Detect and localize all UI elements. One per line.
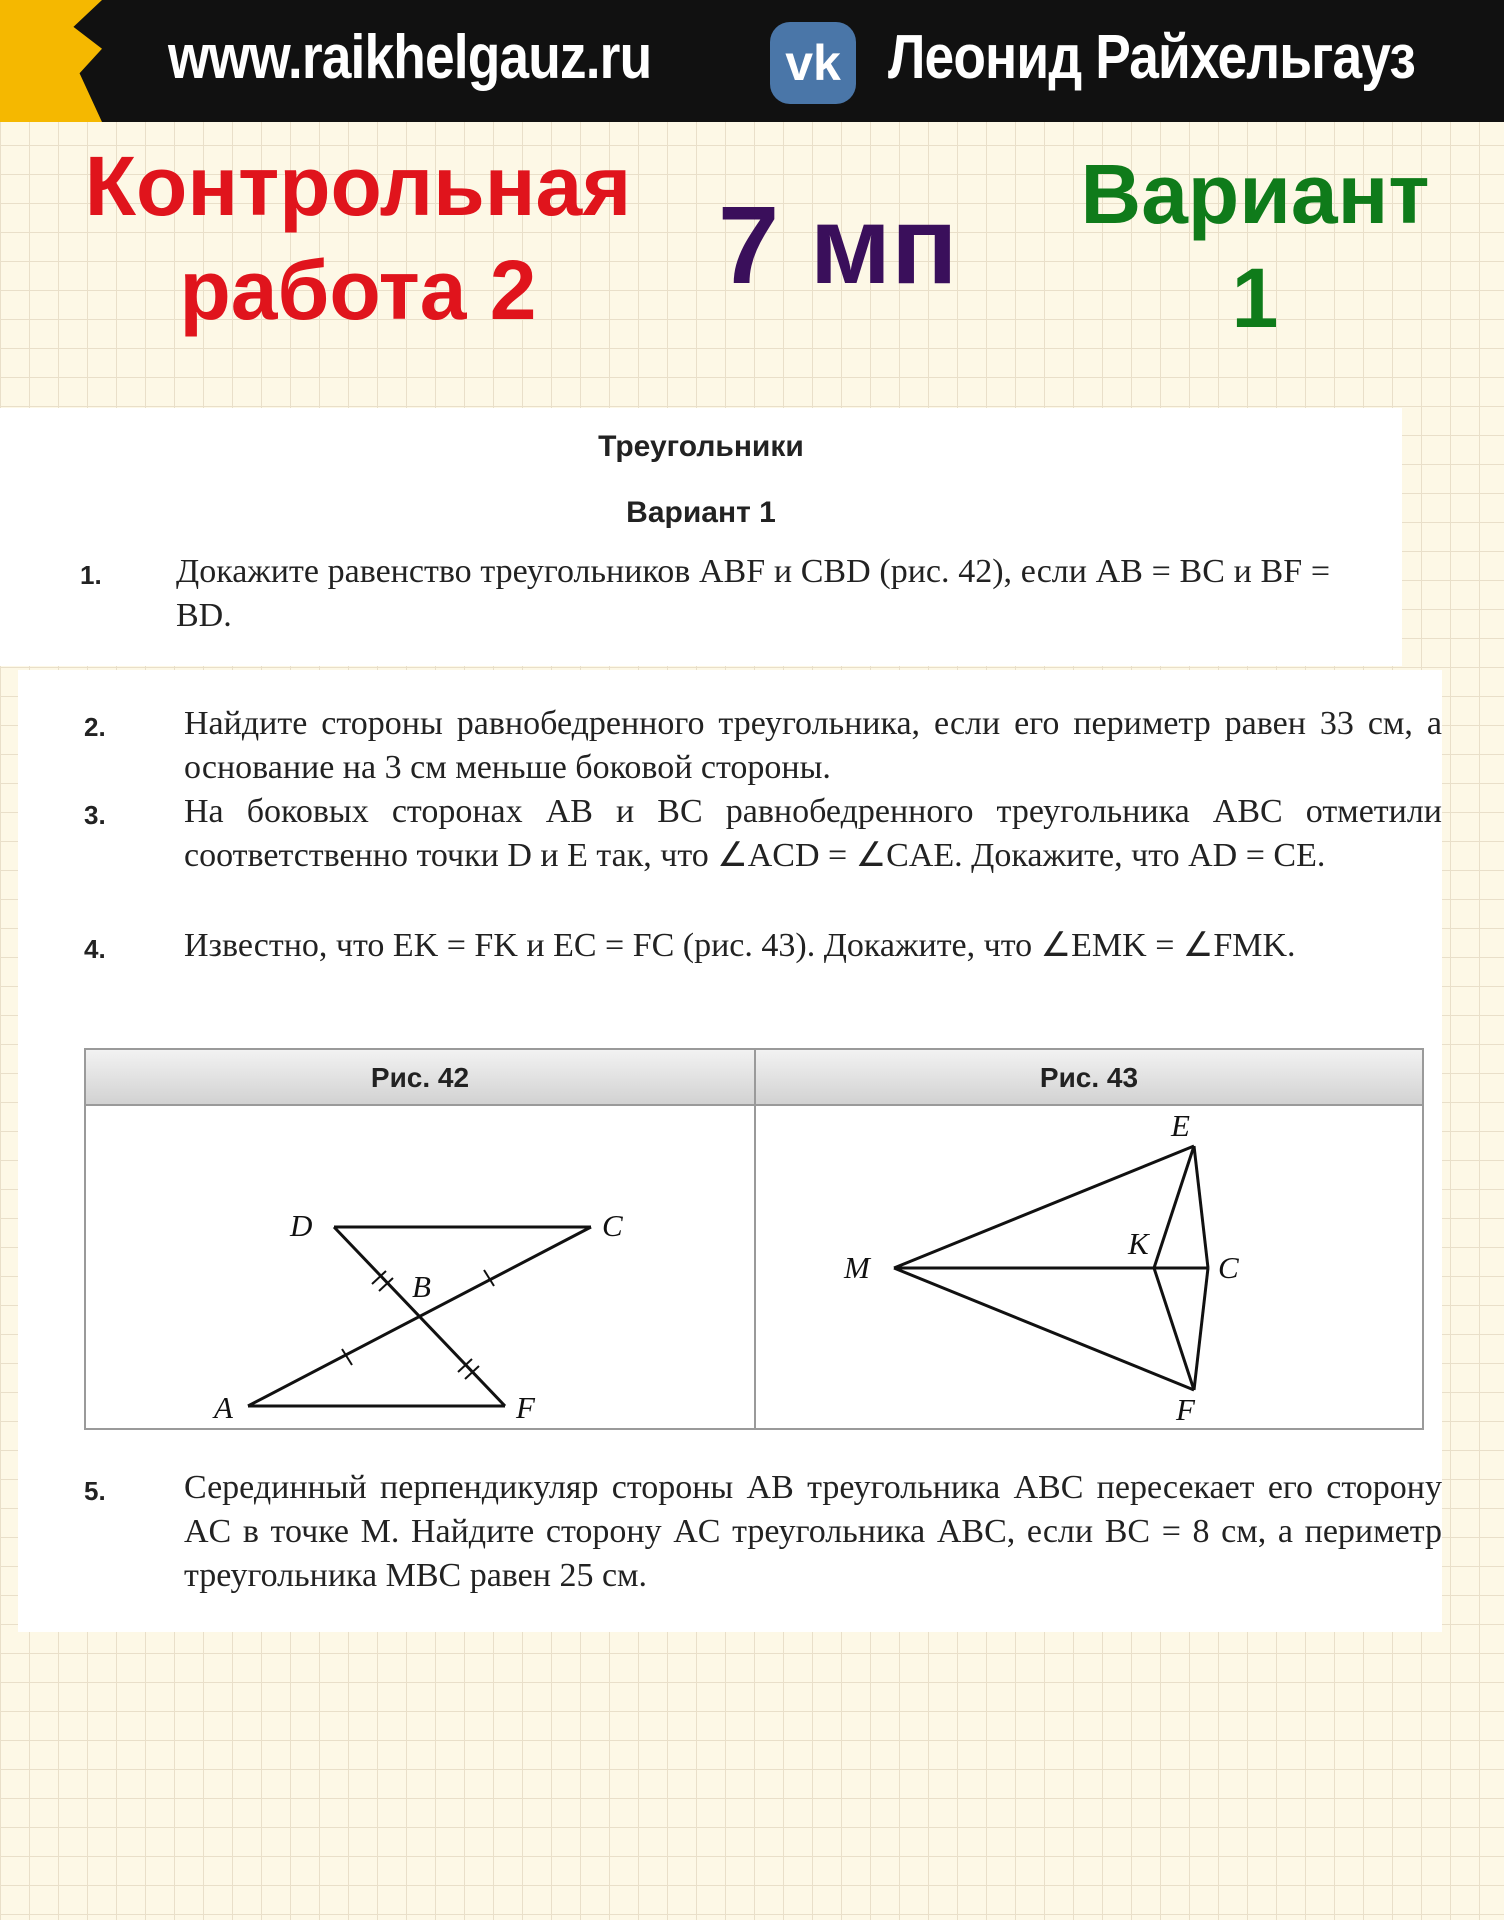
point-label-c: C bbox=[1218, 1250, 1239, 1285]
point-label-m: M bbox=[844, 1250, 870, 1285]
problem-number: 5. bbox=[84, 1476, 106, 1506]
problem-text: Известно, что EK = FK и EC = FC (рис. 43). Докажите, что ∠EMK = ∠FMK. bbox=[184, 927, 1296, 964]
segment-me bbox=[894, 1146, 1194, 1268]
problem-number: 4. bbox=[84, 934, 106, 964]
problem-number: 2. bbox=[84, 712, 106, 742]
topic-heading: Треугольники bbox=[598, 430, 804, 463]
point-label-f: F bbox=[516, 1390, 535, 1425]
grade-label: 7 мп bbox=[718, 184, 958, 307]
variant-heading: Вариант 1 bbox=[626, 496, 776, 529]
fig43-diagram bbox=[756, 1106, 1422, 1428]
figures-table bbox=[84, 1048, 1424, 1430]
problem-text: Найдите стороны равнобедренного треугольника, если его периметр равен 33 см, а основание на 3 см меньше боковой стороны. bbox=[184, 705, 1442, 786]
point-label-e: E bbox=[1171, 1108, 1190, 1143]
variant-title bbox=[1050, 142, 1460, 350]
vk-logo-icon[interactable]: vk bbox=[770, 22, 856, 104]
segment-ac bbox=[248, 1227, 591, 1406]
worksheet-header-card bbox=[0, 408, 1402, 666]
variant-title-line2: 1 bbox=[1231, 251, 1279, 345]
point-label-d: D bbox=[290, 1208, 313, 1243]
problem-text: Серединный перпендикуляр стороны AB треугольника ABC пересекает его сторону AC в точке M. Найдите сторону AC треугольника ABC, если BC = 8 см, а периметр треугольника MBC равен 25 см. bbox=[184, 1469, 1442, 1594]
segment-fk bbox=[1154, 1268, 1194, 1390]
point-label-a: A bbox=[214, 1390, 233, 1425]
point-label-f: F bbox=[1176, 1392, 1195, 1427]
fig43-caption: Рис. 43 bbox=[756, 1050, 1422, 1106]
test-title-line2: работа 2 bbox=[179, 243, 537, 337]
problem-text: Докажите равенство треугольников ABF и CBD (рис. 42), если AB = BC и BF = BD. bbox=[176, 553, 1330, 634]
segment-fc bbox=[1194, 1268, 1208, 1390]
test-title bbox=[38, 134, 678, 342]
banner-tab-decoration bbox=[0, 0, 102, 122]
problem-text: На боковых сторонах AB и BC равнобедренного треугольника ABC отметили соответственно точки D и E так, что ∠ACD = ∠CAE. Докажите, что AD = CE. bbox=[184, 793, 1442, 874]
point-label-b: B bbox=[412, 1269, 431, 1304]
author-name: Леонид Райхельгауз bbox=[888, 23, 1416, 92]
top-banner bbox=[0, 0, 1504, 122]
fig42-caption: Рис. 42 bbox=[86, 1050, 756, 1106]
website-url[interactable]: www.raikhelgauz.ru bbox=[168, 23, 652, 92]
point-label-c: C bbox=[602, 1208, 623, 1243]
problem-number: 3. bbox=[84, 800, 106, 830]
segment-mf bbox=[894, 1268, 1194, 1390]
problem-number: 1. bbox=[80, 560, 102, 590]
test-title-line1: Контрольная bbox=[84, 139, 632, 233]
fig42-diagram bbox=[86, 1106, 754, 1428]
segment-ec bbox=[1194, 1146, 1208, 1268]
point-label-k: K bbox=[1128, 1226, 1149, 1261]
variant-title-line1: Вариант bbox=[1080, 147, 1430, 241]
segment-ek bbox=[1154, 1146, 1194, 1268]
